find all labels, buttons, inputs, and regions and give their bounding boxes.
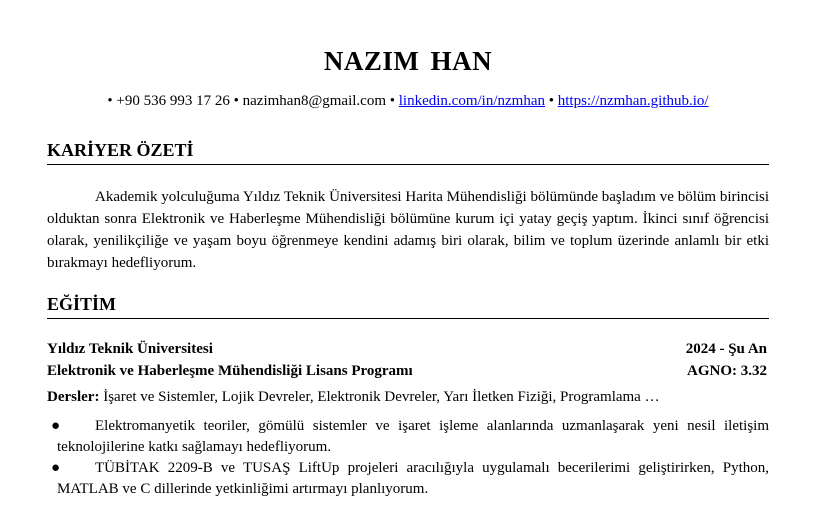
education-row-school: [47, 341, 767, 358]
school-name: Yıldız Teknik Üniversitesi: [47, 341, 213, 357]
courses-list: İşaret ve Sistemler, Lojik Devreler, Elektronik Devreler, Yarı İletken Fiziği, Programlama …: [103, 389, 660, 405]
list-item: [47, 458, 769, 500]
candidate-name: NAZIM HAN: [323, 46, 493, 76]
section-title-education: EĞİTİM: [47, 294, 769, 319]
bullet-text: Elektromanyetik teoriler, gömülü sistemler ve işaret işleme alanlarında uzmanlaşarak yeni nesil iletişim teknolojilerine katkı sağlamayı hedefliyorum.: [57, 418, 769, 455]
courses-line: [47, 389, 769, 406]
linkedin-link[interactable]: linkedin.com/in/nzmhan: [398, 93, 545, 109]
education-row-program: [47, 363, 767, 380]
career-summary-text: Akademik yolculuğuma Yıldız Teknik Üniversitesi Harita Mühendisliği bölümünde başladım ve bölüm birincisi olduktan sonra Elektronik ve Haberleşme Mühendisliği bölümüne kurum içi yatay geçiş yaptım. İkinci sınıf öğrencisi olarak, yenilikçiliğe ve yaşam boyu öğrenmeye kendini adamış biri olarak, bilim ve toplum üzerinde anlamlı bir etki bırakmayı hedefliyorum.: [47, 189, 769, 271]
education-dates: 2024 - Şu An: [685, 341, 767, 357]
bullet-separator: •: [233, 93, 239, 109]
bullet-text: TÜBİTAK 2209-B ve TUSAŞ LiftUp projeleri aracılığıyla uygulamalı becerilerimi geliştirirken, Python, MATLAB ve C dillerinde yetkinliğimi artırmayı planlıyorum.: [57, 460, 769, 497]
bullet-separator: •: [548, 93, 555, 109]
gpa-value: AGNO: 3.32: [687, 363, 767, 379]
list-item: [47, 416, 769, 458]
bullet-icon: ●: [51, 460, 61, 476]
program-name: Elektronik ve Haberleşme Mühendisliği Lisans Programı: [47, 363, 413, 379]
contact-line: [47, 93, 769, 110]
phone-number: +90 536 993 17 26: [116, 93, 230, 109]
courses-label: Dersler:: [47, 389, 100, 405]
section-title-career-summary: KARİYER ÖZETİ: [47, 140, 769, 165]
website-link[interactable]: https://nzmhan.github.io/: [557, 93, 709, 109]
education-bullets: [47, 416, 769, 500]
bullet-icon: ●: [51, 418, 61, 434]
bullet-separator: •: [389, 93, 396, 109]
bullet-separator: •: [107, 93, 113, 109]
email-address: nazimhan8@gmail.com: [242, 93, 386, 109]
